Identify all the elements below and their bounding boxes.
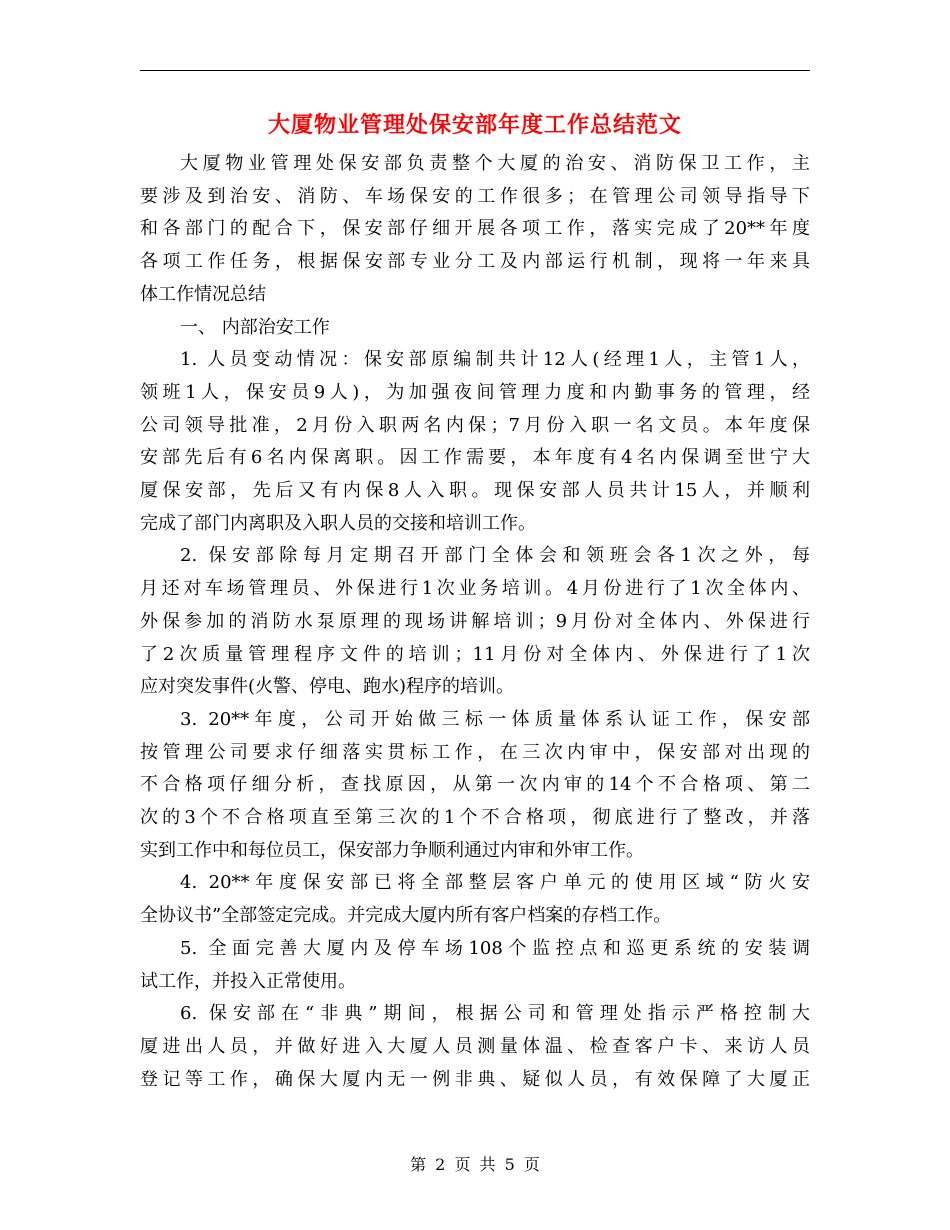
paragraph-line: 全协议书”全部签定完成。并完成大厦内所有客户档案的存档工作。	[140, 905, 672, 927]
document-title: 大厦物业管理处保安部年度工作总结范文	[267, 113, 682, 138]
page-footer: 第 2 页 共 5 页	[410, 1155, 540, 1174]
paragraph-line: 按管理公司要求仔细落实贯标工作，在三次内审中，保安部对出现的	[140, 741, 810, 763]
paragraph-line: 安部先后有6名内保离职。因工作需要，本年度有4名内保调至世宁大	[140, 447, 810, 469]
paragraph-line: 实到工作中和每位员工，保安部力争顺利通过内审和外审工作。	[140, 839, 644, 861]
paragraph-line: 完成了部门内离职及入职人员的交接和培训工作。	[140, 512, 536, 534]
paragraph-line: 领班1人，保安员9人)，为加强夜间管理力度和内勤事务的管理，经	[140, 381, 810, 403]
paragraph-first-line: 一、 内部治安工作	[180, 316, 330, 338]
paragraph-line: 厦进出人员，并做好进入大厦人员测量体温、检查客户卡、来访人员	[140, 1035, 810, 1057]
paragraph-line: 厦保安部，先后又有内保8人入职。现保安部人员共计15人，并顺利	[140, 480, 810, 502]
paragraph-line: 次的3个不合格项直至第三次的1个不合格项，彻底进行了整改，并落	[140, 807, 810, 829]
paragraph-line: 各项工作任务，根据保安部专业分工及内部运行机制，现将一年来具	[140, 251, 810, 273]
paragraph-line: 应对突发事件(火警、停电、跑水)程序的培训。	[140, 676, 515, 698]
paragraph-line: 试工作，并投入正常使用。	[140, 970, 356, 992]
paragraph-line: 和各部门的配合下，保安部仔细开展各项工作，落实完成了20**年度	[140, 218, 810, 240]
paragraph-first-line: 4. 20**年度保安部已将全部整层客户单元的使用区域“防火安	[180, 872, 810, 894]
header-rule	[140, 70, 810, 71]
paragraph-line: 要涉及到治安、消防、车场保安的工作很多；在管理公司领导指导下	[140, 185, 810, 207]
paragraph-first-line: 3. 20**年度，公司开始做三标一体质量体系认证工作，保安部	[180, 708, 810, 730]
paragraph-first-line: 6. 保安部在“非典”期间，根据公司和管理处指示严格控制大	[180, 1003, 810, 1025]
paragraph-line: 登记等工作，确保大厦内无一例非典、疑似人员，有效保障了大厦正	[140, 1068, 810, 1090]
document-body	[140, 148, 810, 1096]
paragraph-line: 外保参加的消防水泵原理的现场讲解培训；9月份对全体内、外保进行	[140, 610, 810, 632]
paragraph-line: 了2次质量管理程序文件的培训；11月份对全体内、外保进行了1次	[140, 643, 810, 665]
paragraph-first-line: 5. 全面完善大厦内及停车场108个监控点和巡更系统的安装调	[180, 937, 810, 959]
paragraph-first-line: 2. 保安部除每月定期召开部门全体会和领班会各1次之外，每	[180, 545, 810, 567]
paragraph-first-line: 大厦物业管理处保安部负责整个大厦的治安、消防保卫工作，主	[180, 153, 810, 174]
paragraph-first-line: 1. 人员变动情况：保安部原编制共计12人(经理1人，主管1人，	[180, 349, 810, 371]
paragraph-line: 体工作情况总结	[140, 283, 266, 305]
paragraph-line: 月还对车场管理员、外保进行1次业务培训。4月份进行了1次全体内、	[140, 578, 810, 600]
paragraph-line: 公司领导批准，2月份入职两名内保；7月份入职一名文员。本年度保	[140, 414, 810, 436]
paragraph-line: 不合格项仔细分析，查找原因，从第一次内审的14个不合格项、第二	[140, 774, 810, 796]
